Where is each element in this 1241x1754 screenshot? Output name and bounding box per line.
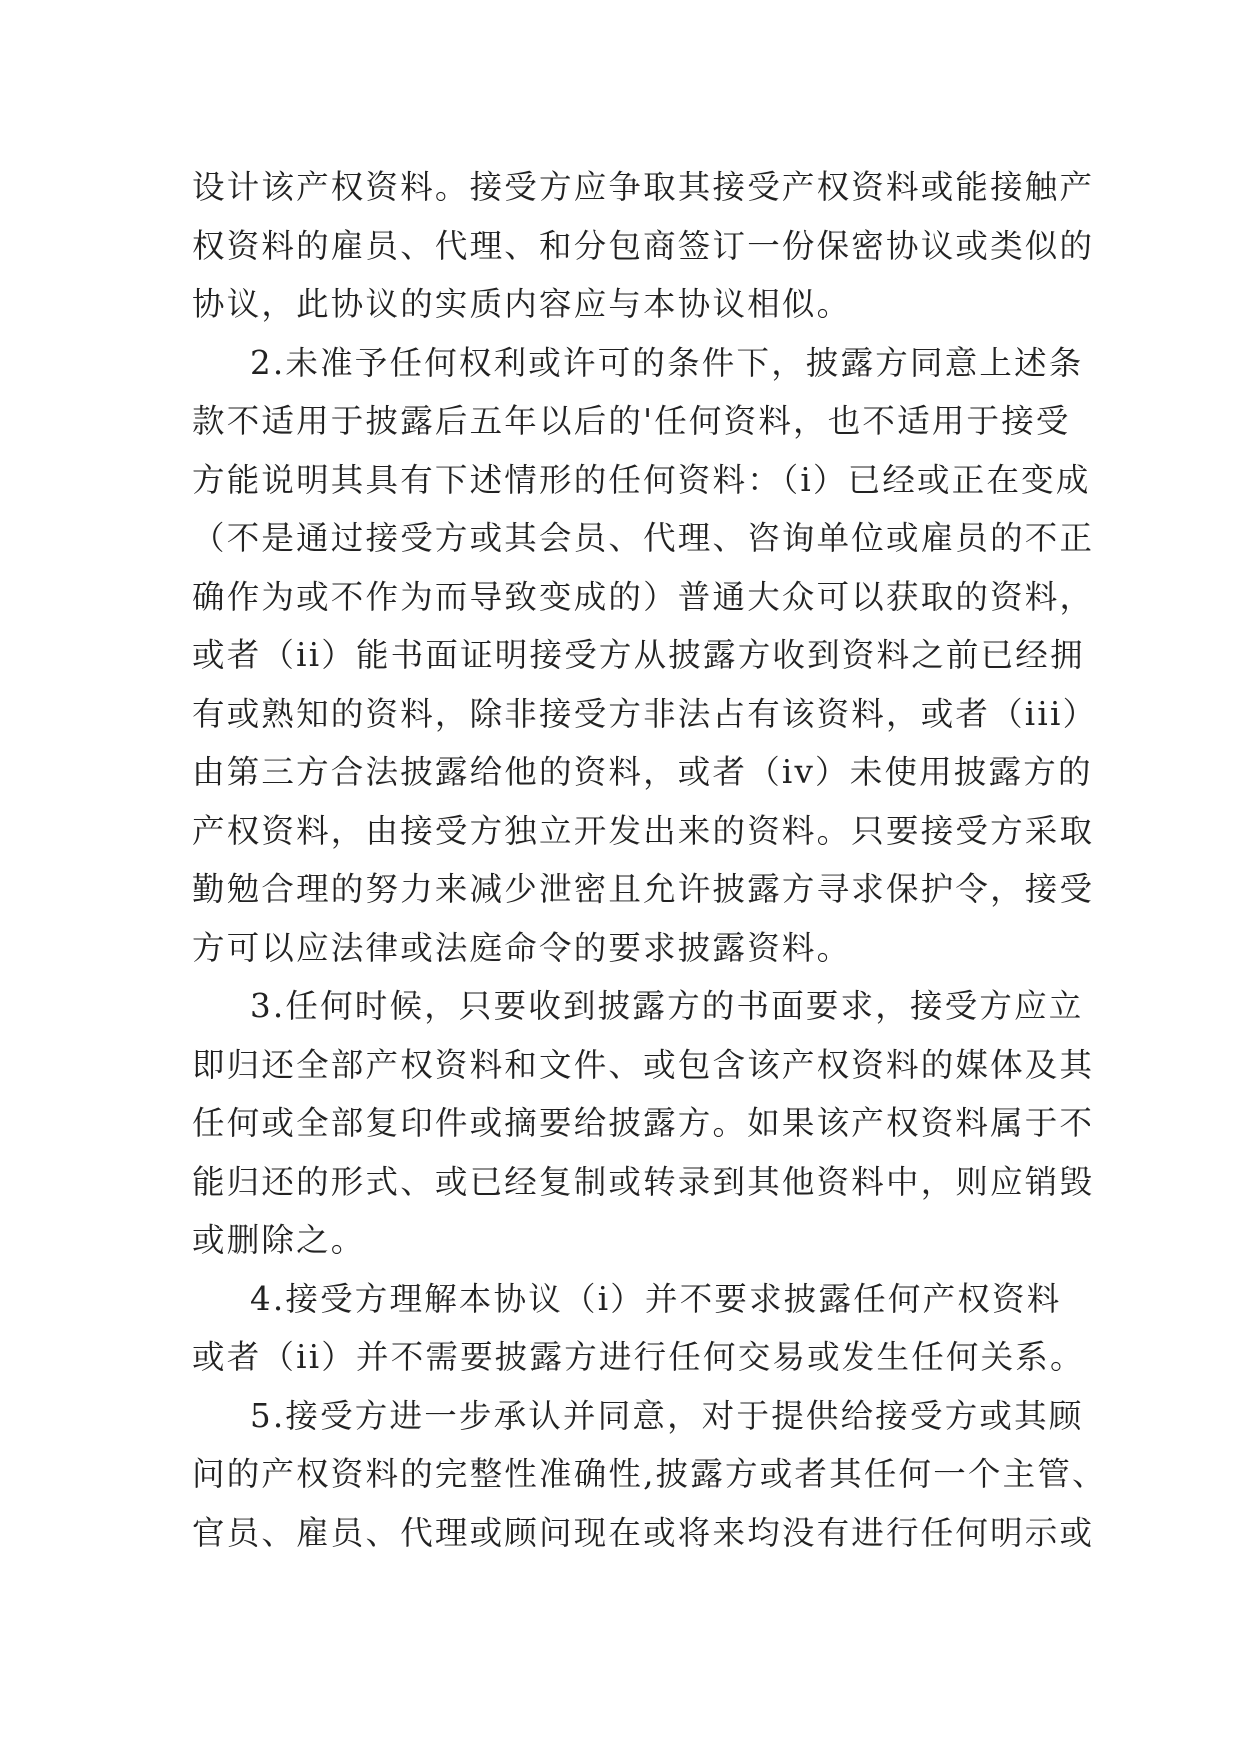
text-line: 问的产权资料的完整性准确性,披露方或者其任何一个主管、 (192, 1455, 1107, 1493)
text-line: 方可以应法律或法庭命令的要求披露资料。 (192, 928, 852, 967)
text-line: 款不适用于披露后五年以后的'任何资料，也不适用于接受 (192, 402, 1071, 440)
text-line: 勤勉合理的努力来减少泄密且允许披露方寻求保护令，接受 (192, 870, 1095, 908)
text-line: 由第三方合法披露给他的资料，或者（iv）未使用披露方的 (192, 753, 1093, 791)
text-line: 协议，此协议的实质内容应与本协议相似。 (192, 285, 852, 323)
text-line: 或删除之。 (192, 1221, 366, 1259)
text-line: 产权资料，由接受方独立开发出来的资料。只要接受方采取 (192, 811, 1095, 850)
text-line: 或者（ii）能书面证明接受方从披露方收到资料之前已经拥 (192, 636, 1085, 674)
text-line: 权资料的雇员、代理、和分包商签订一份保密协议或类似的 (192, 226, 1095, 265)
text-line: 4.接受方理解本协议（i）并不要求披露任何产权资料 (250, 1279, 1062, 1318)
text-line: 有或熟知的资料，除非接受方非法占有该资料，或者（iii） (192, 694, 1098, 733)
text-line: 3.任何时候，只要收到披露方的书面要求，接受方应立 (250, 987, 1084, 1025)
text-line: 5.接受方进一步承认并同意，对于提供给接受方或其顾 (250, 1396, 1084, 1435)
text-line: 或者（ii）并不需要披露方进行任何交易或发生任何关系。 (192, 1338, 1085, 1376)
body-text (192, 158, 1107, 1562)
text-line: 即归还全部产权资料和文件、或包含该产权资料的媒体及其 (192, 1045, 1095, 1084)
text-line: 方能说明其具有下述情形的任何资料：（i）已经或正在变成 (192, 460, 1091, 499)
text-line: （不是通过接受方或其会员、代理、咨询单位或雇员的不正 (192, 519, 1095, 557)
text-line: 2.未准予任何权利或许可的条件下，披露方同意上述条 (250, 343, 1084, 382)
text-line: 确作为或不作为而导致变成的）普通大众可以获取的资料， (192, 577, 1095, 616)
text-line: 任何或全部复印件或摘要给披露方。如果该产权资料属于不 (192, 1104, 1095, 1142)
text-line: 能归还的形式、或已经复制或转录到其他资料中，则应销毁 (192, 1162, 1095, 1201)
text-line: 设计该产权资料。接受方应争取其接受产权资料或能接触产 (192, 168, 1095, 206)
text-line: 官员、雇员、代理或顾问现在或将来均没有进行任何明示或 (192, 1513, 1095, 1552)
